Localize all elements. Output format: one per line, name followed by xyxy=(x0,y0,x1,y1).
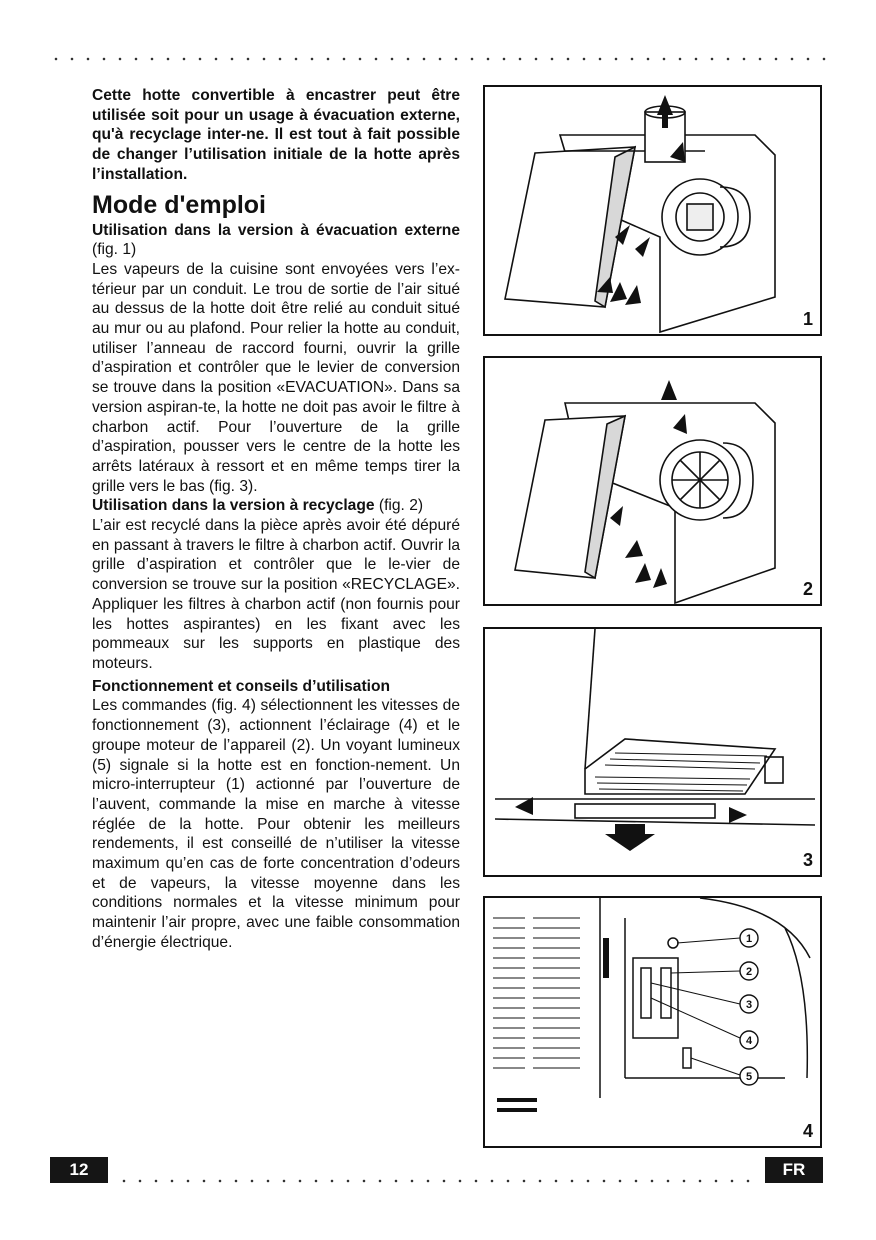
text-column xyxy=(92,86,460,953)
section-heading-text: Utilisation dans la version à recyclage xyxy=(92,497,375,515)
section-heading-text: Utilisation dans la version à évacuation externe xyxy=(92,221,460,239)
control-panel-illustration xyxy=(485,898,820,1146)
language-tab: FR xyxy=(765,1157,823,1183)
figure-reference: (fig. 1) xyxy=(92,241,137,259)
callout-3: 3 xyxy=(745,999,753,1011)
section-recycling-body: L’air est recyclé dans la pièce après avoir été dépuré en passant à travers le filtre à charbon actif. Ouvrir la grille d’aspiration et contrôler que le le-vier de conversion se trouve sur la position «RECYCLAGE». Appliquer les filtres à charbon actif (non fournis pour les hottes aspirantes) en les fixant avec les pommeaux sur les supports en plastique des moteurs. xyxy=(92,517,460,672)
callout-4: 4 xyxy=(745,1035,753,1047)
section-evacuation-heading xyxy=(92,221,460,260)
page-number-tab: 12 xyxy=(50,1157,108,1183)
figure-number: 3 xyxy=(802,850,813,870)
figure-2-recycling xyxy=(483,356,822,606)
section-operation-body: Les commandes (fig. 4) sélectionnent les vitesses de fonctionnement (3), actionnent l’éclairage (4) et le groupe moteur de l’appareil (2). Un voyant lumineux (5) signale si la hotte est en fonction-nement. Un micro-interrupteur (1) actionné par l’ouverture de l’auvent, commande la mise en marche à vitesse réglée de la hotte. Pour obtenir les meilleurs rendements, il est conseillé de n’utiliser la vitesse maximum qu’en cas de forte concentration d’odeurs et de vapeurs, la vitesse moyenne dans les conditions normales et la vitesse minimum pour maintenir l’air propre, avec une faible consommation d’énergie électrique. xyxy=(92,697,460,951)
figure-1-external-venting xyxy=(483,85,822,336)
figure-reference: (fig. 2) xyxy=(374,497,424,515)
page-title: Mode d'emploi xyxy=(92,190,266,219)
hood-recycling-illustration xyxy=(485,358,820,604)
figure-number: 2 xyxy=(802,579,813,599)
top-dotted-rule xyxy=(48,57,830,61)
hood-evacuation-illustration xyxy=(485,87,820,334)
section-operation-heading xyxy=(92,677,460,697)
section-recycling-heading xyxy=(92,496,460,516)
figure-number: 4 xyxy=(802,1121,813,1141)
grille-opening-illustration xyxy=(485,629,820,875)
bottom-dotted-rule xyxy=(116,1179,756,1183)
callout-2: 2 xyxy=(745,966,753,978)
section-heading-text: Fonctionnement et conseils d’utilisation xyxy=(92,677,391,695)
callout-5: 5 xyxy=(745,1071,753,1083)
callout-1: 1 xyxy=(745,933,753,945)
figure-3-grille-opening xyxy=(483,627,822,877)
section-evacuation-body: Les vapeurs de la cuisine sont envoyées vers l’ex-térieur par un conduit. Le trou de sortie de l’air situé au dessus de la hotte doit être relié au conduit situé au mur ou au plafond. Pour relier la hotte au conduit, utiliser l’anneau de raccord fourni, ouvrir la grille d’aspiration et contrôler que le levier de conversion se trouve dans la position «EVACUATION». Dans sa version aspiran-te, la hotte ne doit pas avoir le filtre à charbon actif. Pour l’ouverture de la grille d’aspiration, pousser vers le centre de la hotte les arrêts latéraux à ressort et en même temps tirer la grille vers le bas (fig. 3). xyxy=(92,260,460,495)
intro-paragraph: Cette hotte convertible à encastrer peut être utilisée soit pour un usage à évacuation externe, qu'à recyclage inter-ne. Il est tout à fait possible de changer l’utilisation initiale de la hotte après l’installation. xyxy=(92,87,460,183)
figure-number: 1 xyxy=(802,309,813,329)
figure-4-controls xyxy=(483,896,822,1148)
